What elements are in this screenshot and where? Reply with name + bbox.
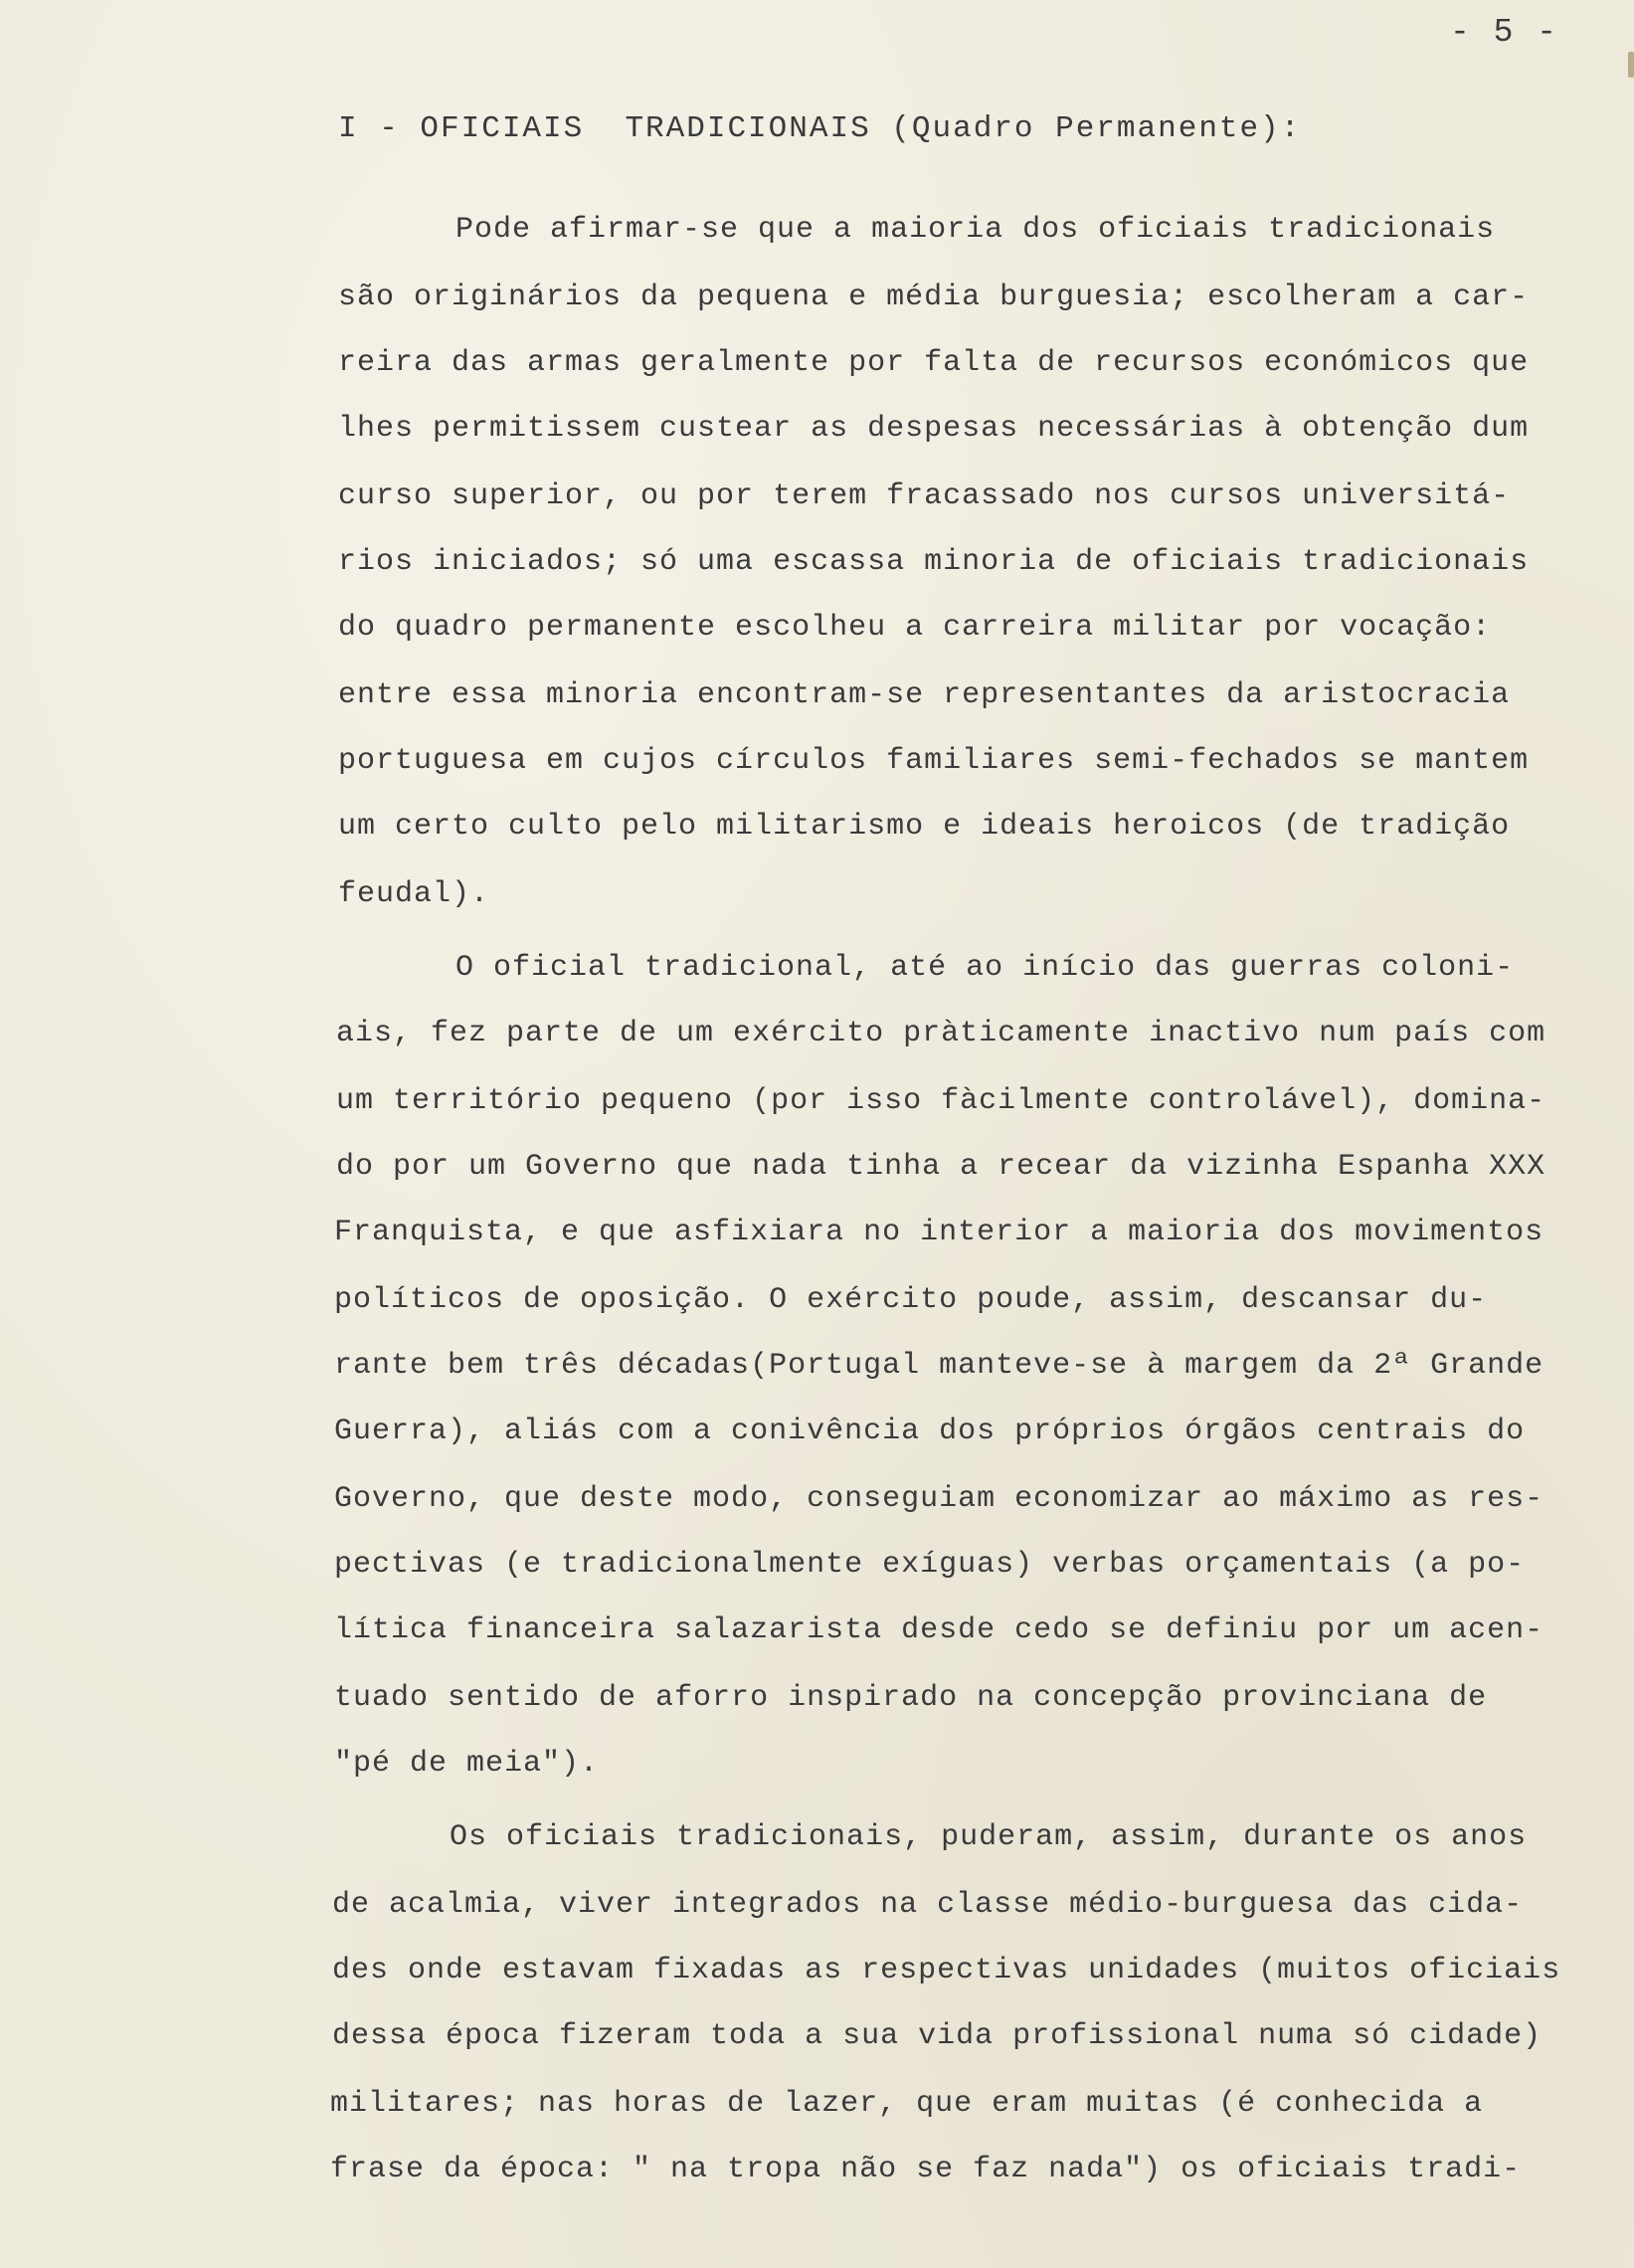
text-line: tuado sentido de aforro inspirado na concepção provinciana de: [334, 1681, 1488, 1715]
text-line: reira das armas geralmente por falta de recursos económicos que: [338, 346, 1530, 380]
text-line: ais, fez parte de um exército pràticamente inactivo num país com: [336, 1017, 1546, 1050]
text-line: feudal).: [338, 877, 490, 911]
text-line: portuguesa em cujos círculos familiares semi-fechados se mantem: [338, 744, 1530, 778]
text-line: políticos de oposição. O exército poude, assim, descansar du-: [334, 1283, 1488, 1317]
text-line: do por um Governo que nada tinha a recear da vizinha Espanha XXX: [336, 1150, 1546, 1184]
text-line: um território pequeno (por isso fàcilmente controlável), domina-: [336, 1084, 1546, 1118]
text-line: pectivas (e tradicionalmente exíguas) verbas orçamentais (a po-: [334, 1548, 1526, 1582]
text-line: frase da época: " na tropa não se faz nada") os oficiais tradi-: [330, 2153, 1522, 2186]
text-line: O oficial tradicional, até ao início das guerras coloni-: [455, 951, 1515, 985]
text-line: Os oficiais tradicionais, puderam, assim, durante os anos: [450, 1820, 1528, 1854]
text-line: des onde estavam fixadas as respectivas unidades (muitos oficiais: [332, 1954, 1561, 1987]
text-line: militares; nas horas de lazer, que eram muitas (é conhecida a: [330, 2087, 1484, 2121]
section-heading: I - OFICIAIS TRADICIONAIS (Quadro Permanente):: [338, 111, 1302, 146]
text-line: um certo culto pelo militarismo e ideais heroicos (de tradição: [338, 810, 1511, 844]
text-line: lhes permitissem custear as despesas necessárias à obtenção dum: [338, 412, 1530, 446]
text-line: entre essa minoria encontram-se representantes da aristocracia: [338, 678, 1511, 712]
text-line: rios iniciados; só uma escassa minoria de oficiais tradicionais: [338, 545, 1530, 579]
text-line: de acalmia, viver integrados na classe médio-burguesa das cida-: [332, 1888, 1524, 1922]
text-line: são originários da pequena e média burguesia; escolheram a car-: [338, 281, 1530, 314]
text-line: curso superior, ou por terem fracassado nos cursos universitá-: [338, 479, 1511, 513]
text-line: lítica financeira salazarista desde cedo se definiu por um acen-: [334, 1613, 1544, 1647]
paper-edge-mark: [1628, 52, 1634, 78]
text-line: Governo, que deste modo, conseguiam economizar ao máximo as res-: [334, 1482, 1544, 1516]
text-line: Franquista, e que asfixiara no interior a maioria dos movimentos: [334, 1216, 1544, 1249]
text-line: Pode afirmar-se que a maioria dos oficiais tradicionais: [455, 213, 1496, 247]
text-line: dessa época fizeram toda a sua vida profissional numa só cidade): [332, 2019, 1543, 2053]
page-number: - 5 -: [1450, 14, 1559, 51]
text-line: "pé de meia").: [334, 1747, 600, 1781]
text-line: Guerra), aliás com a conivência dos próprios órgãos centrais do: [334, 1415, 1526, 1448]
text-line: do quadro permanente escolheu a carreira militar por vocação:: [338, 611, 1492, 645]
text-line: rante bem três décadas(Portugal manteve-se à margem da 2ª Grande: [334, 1349, 1544, 1383]
